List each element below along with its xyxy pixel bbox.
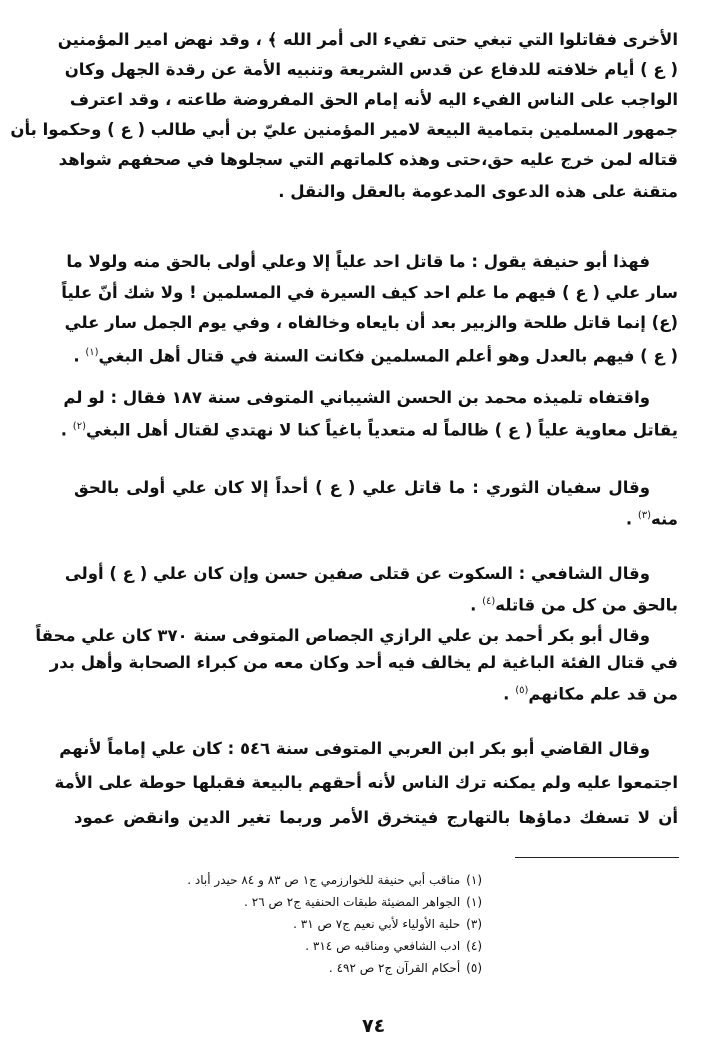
line-text: وقال سفيان الثوري : ما قاتل علي ( ع ) أحداً إلا كان علي أولى بالحق (74, 478, 650, 497)
footnote-text: مناقب أبي حنيفة للخوارزمي ج١ ص ٨٣ و ٨٤ حيدر أباد . (187, 873, 461, 887)
footnote-text: أحكام القرآن ج٢ ص ٤٩٢ . (328, 961, 461, 975)
page-number: ٧٤ (362, 1015, 386, 1037)
line-text: جمهور المسلمين بتمامية البيعة لامير المؤمنين عليّ بن أبي طالب ( ع ) وحكموا بأن (10, 120, 678, 139)
footnote-number: (١) (466, 895, 482, 909)
line-text: أن لا تسفك دماؤها بالتهارج فيتخرق الأمر وربما تغير الدين وانقض عمود (74, 808, 678, 827)
line-text: الواجب على الناس الفيء اليه لأنه إمام الحق المفروضة طاعته ، وقد اعترف (69, 90, 678, 109)
line-text: وقال القاضي أبو بكر ابن العربي المتوفى سنة ٥٤٦ : كان علي إماماً لأنهم (59, 739, 650, 758)
text-line (64, 58, 678, 82)
line-tail: . (60, 420, 73, 440)
footnote-ref: (٣) (637, 510, 652, 521)
footnote-ref: (٥) (515, 685, 529, 696)
line-tail: . (503, 684, 516, 704)
text-line (49, 651, 678, 675)
footnote-number: (٤) (466, 939, 482, 953)
footnote-ref: (١) (85, 347, 99, 358)
text-line (58, 148, 678, 172)
line-text: متقنة على هذه الدعوى المدعومة بالعقل والنقل . (278, 182, 678, 201)
text-line (54, 771, 678, 795)
footnote (293, 915, 482, 933)
text-line (74, 679, 678, 707)
line-text: الأخرى فقاتلوا التي تبغي حتى تفيء الى أمر الله ﴾ ، وقد نهض امير المؤمنين (57, 30, 678, 49)
line-text: في قتال الفئة الباغية لم يخالف فيه أحد وكان معه من كبراء الصحابة وأهل بدر (49, 653, 678, 672)
footnote-text: حلية الأولياء لأبي نعيم ج٧ ص ٣١ . (293, 917, 461, 931)
line-tail: . (625, 509, 638, 529)
line-text: منه (651, 509, 678, 529)
text-line (10, 118, 678, 142)
text-line (61, 281, 678, 305)
line-tail: . (470, 595, 483, 615)
text-line (60, 415, 678, 443)
footnote-ref: (٢) (72, 421, 86, 432)
text-line (74, 806, 678, 830)
footnote-number: (١) (466, 873, 482, 887)
text-line (66, 250, 678, 274)
line-text: سار علي ( ع ) فيهم ما علم احد كيف السيرة في المسلمين ! ولا شك أنّ علياً (61, 283, 678, 302)
line-text: اجتمعوا عليه ولم يمكنه ترك الناس لأنه أحقهم بالبيعة فقبلها حوطة على الأمة (54, 773, 678, 792)
line-text: وقال أبو بكر أحمد بن علي الرازي الجصاص المتوفى سنة ٣٧٠ كان علي محقاً (35, 626, 650, 645)
line-text: ( ع ) فيهم بالعدل وهو أعلم المسلمين فكانت السنة في قتال أهل البغي (98, 346, 678, 366)
line-text: بالحق من كل من قاتله (495, 595, 678, 615)
line-text: (ع) إنما قاتل طلحة والزبير بعد أن بايعاه وخالفاه ، وفي يوم الجمل سار علي (64, 313, 678, 332)
text-line (64, 311, 678, 335)
text-line (74, 341, 678, 369)
text-line (35, 624, 678, 648)
footnote-text: الجواهر المضيئة طبقات الحنفية ج٢ ص ٢٦ . (244, 895, 461, 909)
text-line (74, 590, 678, 618)
line-text: قتاله لمن خرج عليه حق،حتى وهذه كلماتهم التي سجلوها في صحفهم شواهد (58, 150, 678, 169)
text-line (74, 476, 678, 500)
text-line (57, 28, 678, 52)
text-line (63, 386, 678, 410)
footnote-number: (٥) (466, 961, 482, 975)
footnote (187, 871, 482, 889)
line-text: واقتفاه تلميذه محمد بن الحسن الشيباني المتوفى سنة ١٨٧ فقال : لو لم (63, 388, 650, 407)
text-line (74, 180, 678, 204)
line-text: وقال الشافعي : السكوت عن قتلى صفين حسن وإن كان علي ( ع ) أولى (64, 564, 650, 583)
line-text: ( ع ) أيام خلافته للدفاع عن قدس الشريعة وتنبيه الأمة عن رقدة الجهل وكان (64, 60, 678, 79)
footnote (305, 937, 482, 955)
footnote-divider (515, 857, 679, 858)
footnote-text: ادب الشافعي ومناقبه ص ٣١٤ . (305, 939, 461, 953)
text-line (64, 562, 678, 586)
text-line (59, 737, 678, 761)
line-tail: . (73, 346, 86, 366)
footnote (244, 893, 482, 911)
footnote-ref: (٤) (482, 596, 496, 607)
line-text: من قد علم مكانهم (528, 684, 678, 704)
footnote (329, 959, 482, 977)
line-text: يقاتل معاوية علياً ( ع ) ظالماً له متعدياً باغياً كنا لا نهتدي لقتال أهل البغي (85, 420, 678, 440)
line-text: فهذا أبو حنيفة يقول : ما قاتل احد علياً إلا وعلي أولى بالحق منه ولولا ما (66, 252, 650, 271)
footnote-number: (٣) (466, 917, 482, 931)
text-line (74, 504, 678, 532)
text-line (69, 88, 678, 112)
